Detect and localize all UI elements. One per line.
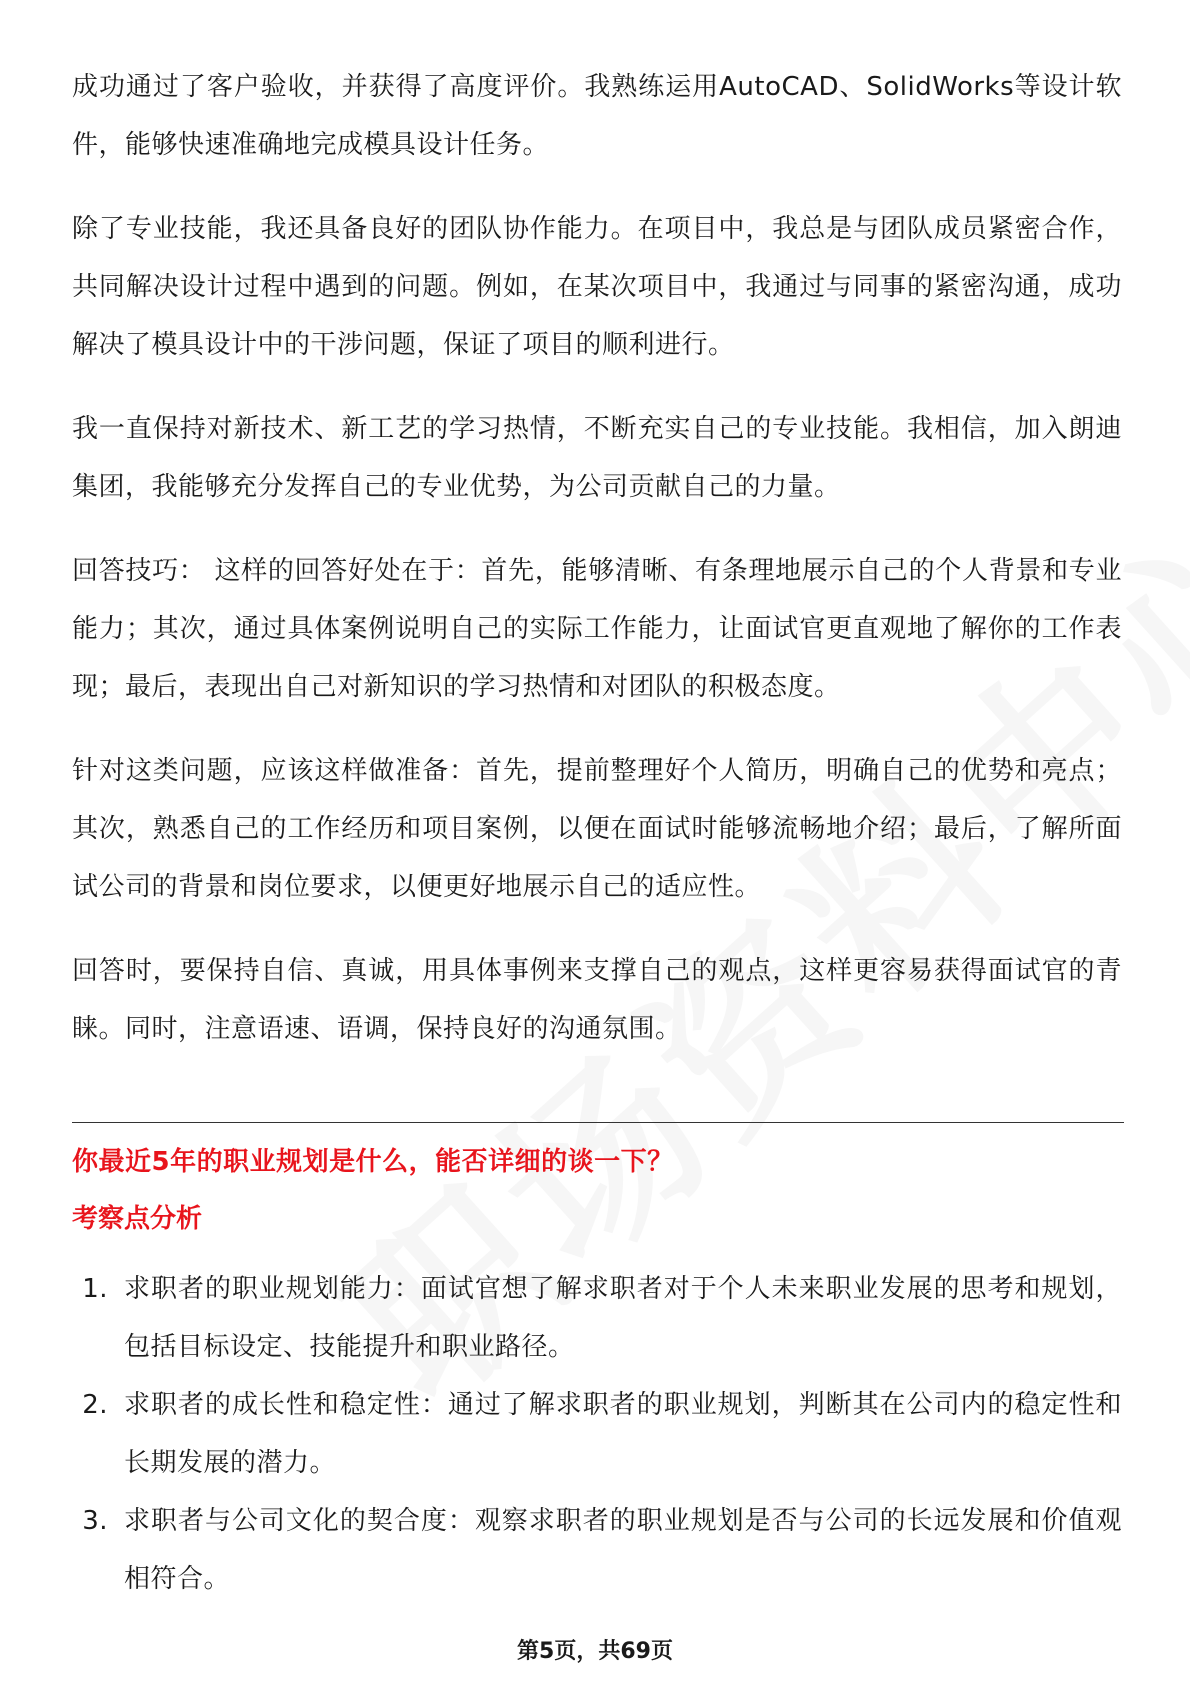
list-item [72, 1260, 1122, 1376]
paragraph-1: 成功通过了客户验收，并获得了高度评价。我熟练运用AutoCAD、SolidWorks等设计软件，能够快速准确地完成模具设计任务。 [72, 72, 1122, 160]
section-title: 考察点分析 [72, 1204, 203, 1234]
paragraph-answer-attitude: 回答时，要保持自信、真诚，用具体事例来支撑自己的观点，这样更容易获得面试官的青睐。同时，注意语速、语调，保持良好的沟通氛围。 [72, 956, 1122, 1044]
list-text: 求职者的成长性和稳定性：通过了解求职者的职业规划，判断其在公司内的稳定性和长期发展的潜力。 [124, 1390, 1122, 1478]
list-number: 3. [82, 1506, 108, 1536]
body-text [72, 58, 1122, 1084]
question-heading: 你最近5年的职业规划是什么，能否详细的谈一下？ [72, 1147, 674, 1177]
paragraph-3: 我一直保持对新技术、新工艺的学习热情，不断充实自己的专业技能。我相信，加入朗迪集团，我能够充分发挥自己的专业优势，为公司贡献自己的力量。 [72, 414, 1122, 502]
paragraph-preparation: 针对这类问题，应该这样做准备：首先，提前整理好个人简历，明确自己的优势和亮点；其次，熟悉自己的工作经历和项目案例，以便在面试时能够流畅地介绍；最后，了解所面试公司的背景和岗位要求，以便更好地展示自己的适应性。 [72, 756, 1122, 902]
list-item [72, 1492, 1122, 1608]
page-number-footer: 第5页，共69页 [517, 1639, 673, 1664]
list-number: 2. [82, 1390, 108, 1420]
list-number: 1. [82, 1274, 108, 1304]
list-text: 求职者与公司文化的契合度：观察求职者的职业规划是否与公司的长远发展和价值观相符合。 [124, 1506, 1122, 1594]
paragraph-2: 除了专业技能，我还具备良好的团队协作能力。在项目中，我总是与团队成员紧密合作，共同解决设计过程中遇到的问题。例如，在某次项目中，我通过与同事的紧密沟通，成功解决了模具设计中的干涉问题，保证了项目的顺利进行。 [72, 214, 1122, 360]
analysis-list [72, 1260, 1122, 1608]
section-divider [72, 1122, 1124, 1123]
paragraph-answer-tips: 回答技巧： 这样的回答好处在于：首先，能够清晰、有条理地展示自己的个人背景和专业能力；其次，通过具体案例说明自己的实际工作能力，让面试官更直观地了解你的工作表现；最后，表现出自己对新知识的学习热情和对团队的积极态度。 [72, 556, 1122, 702]
list-item [72, 1376, 1122, 1492]
list-text: 求职者的职业规划能力：面试官想了解求职者对于个人未来职业发展的思考和规划，包括目标设定、技能提升和职业路径。 [124, 1274, 1122, 1362]
